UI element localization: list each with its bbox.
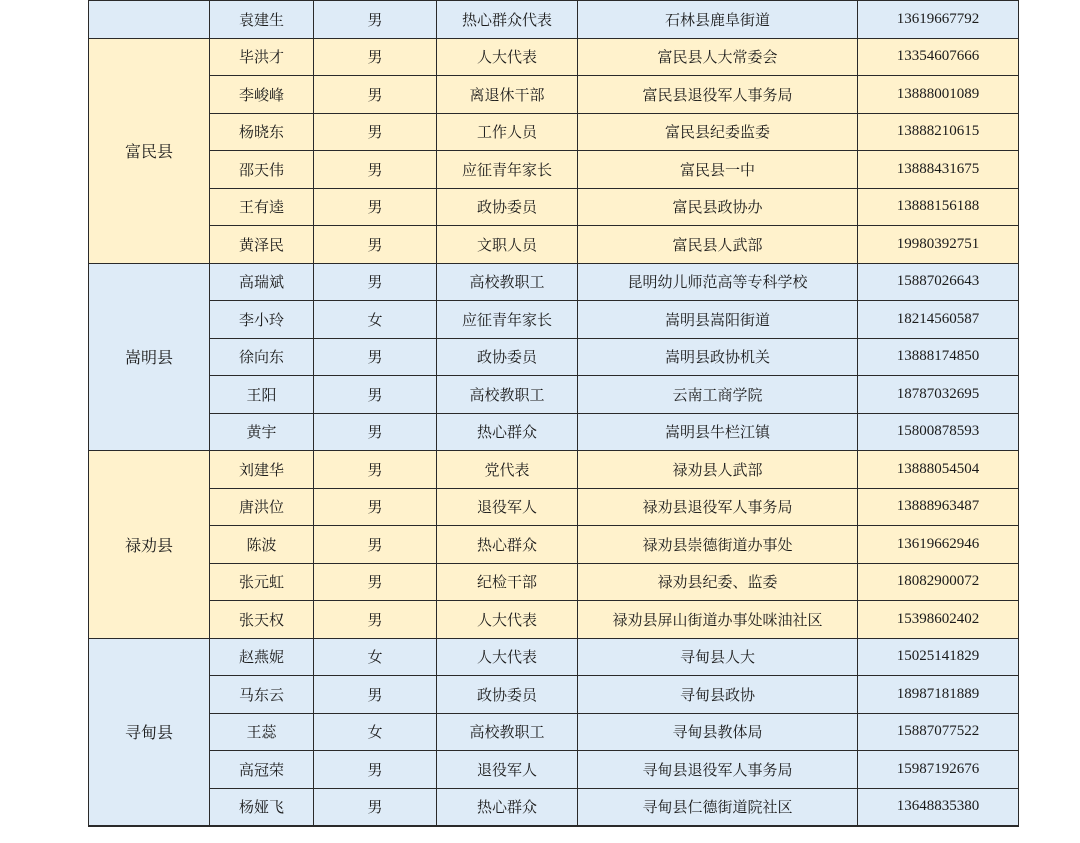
name-cell: 毕洪才 — [210, 38, 314, 76]
name-cell: 黄泽民 — [210, 226, 314, 264]
phone-cell: 18987181889 — [858, 676, 1019, 714]
table-row — [89, 338, 1019, 376]
table-row — [89, 226, 1019, 264]
table-row — [89, 1, 1019, 39]
unit-cell: 嵩明县牛栏江镇 — [578, 413, 858, 451]
role-cell: 高校教职工 — [437, 263, 578, 301]
name-cell: 刘建华 — [210, 451, 314, 489]
phone-cell: 13619667792 — [858, 1, 1019, 39]
unit-cell: 寻甸县退役军人事务局 — [578, 751, 858, 789]
name-cell: 杨晓东 — [210, 113, 314, 151]
table-row — [89, 638, 1019, 676]
gender-cell: 男 — [314, 338, 437, 376]
name-cell: 张元虹 — [210, 563, 314, 601]
name-cell: 李小玲 — [210, 301, 314, 339]
unit-cell: 寻甸县教体局 — [578, 713, 858, 751]
gender-cell: 女 — [314, 301, 437, 339]
name-cell: 张天权 — [210, 601, 314, 639]
phone-cell: 18082900072 — [858, 563, 1019, 601]
name-cell: 李峻峰 — [210, 76, 314, 114]
gender-cell: 男 — [314, 488, 437, 526]
unit-cell: 富民县纪委监委 — [578, 113, 858, 151]
role-cell: 文职人员 — [437, 226, 578, 264]
unit-cell: 嵩明县政协机关 — [578, 338, 858, 376]
unit-cell: 云南工商学院 — [578, 376, 858, 414]
phone-cell: 18214560587 — [858, 301, 1019, 339]
table-row — [89, 713, 1019, 751]
name-cell: 杨娅飞 — [210, 788, 314, 826]
unit-cell: 富民县政协办 — [578, 188, 858, 226]
table-row — [89, 188, 1019, 226]
phone-cell: 19980392751 — [858, 226, 1019, 264]
table-row — [89, 301, 1019, 339]
unit-cell: 禄劝县纪委、监委 — [578, 563, 858, 601]
role-cell: 退役军人 — [437, 751, 578, 789]
table-row — [89, 526, 1019, 564]
name-cell: 王有逵 — [210, 188, 314, 226]
name-cell: 陈波 — [210, 526, 314, 564]
role-cell: 工作人员 — [437, 113, 578, 151]
table-row — [89, 76, 1019, 114]
gender-cell: 男 — [314, 413, 437, 451]
phone-cell: 13888210615 — [858, 113, 1019, 151]
table-row — [89, 451, 1019, 489]
name-cell: 徐向东 — [210, 338, 314, 376]
unit-cell: 禄劝县退役军人事务局 — [578, 488, 858, 526]
table-row — [89, 413, 1019, 451]
gender-cell: 男 — [314, 226, 437, 264]
role-cell: 高校教职工 — [437, 713, 578, 751]
unit-cell: 富民县退役军人事务局 — [578, 76, 858, 114]
role-cell: 热心群众 — [437, 526, 578, 564]
phone-cell: 13888156188 — [858, 188, 1019, 226]
role-cell: 人大代表 — [437, 638, 578, 676]
role-cell: 人大代表 — [437, 38, 578, 76]
name-cell: 邵天伟 — [210, 151, 314, 189]
role-cell: 热心群众 — [437, 413, 578, 451]
name-cell: 高冠荣 — [210, 751, 314, 789]
gender-cell: 女 — [314, 713, 437, 751]
unit-cell: 禄劝县人武部 — [578, 451, 858, 489]
unit-cell: 禄劝县崇德街道办事处 — [578, 526, 858, 564]
table-row — [89, 38, 1019, 76]
table-row — [89, 676, 1019, 714]
phone-cell: 13888054504 — [858, 451, 1019, 489]
table-row — [89, 263, 1019, 301]
role-cell: 应征青年家长 — [437, 151, 578, 189]
county-cell: 富民县 — [89, 38, 210, 263]
gender-cell: 男 — [314, 38, 437, 76]
gender-cell: 男 — [314, 376, 437, 414]
table-row — [89, 488, 1019, 526]
phone-cell: 13619662946 — [858, 526, 1019, 564]
unit-cell: 富民县人大常委会 — [578, 38, 858, 76]
county-cell: 寻甸县 — [89, 638, 210, 826]
phone-cell: 13648835380 — [858, 788, 1019, 826]
gender-cell: 男 — [314, 526, 437, 564]
phone-cell: 13888174850 — [858, 338, 1019, 376]
name-cell: 高瑞斌 — [210, 263, 314, 301]
gender-cell: 男 — [314, 451, 437, 489]
unit-cell: 寻甸县政协 — [578, 676, 858, 714]
gender-cell: 男 — [314, 1, 437, 39]
role-cell: 高校教职工 — [437, 376, 578, 414]
phone-cell: 15800878593 — [858, 413, 1019, 451]
name-cell: 袁建生 — [210, 1, 314, 39]
gender-cell: 男 — [314, 788, 437, 826]
table-row — [89, 151, 1019, 189]
role-cell: 离退休干部 — [437, 76, 578, 114]
phone-cell: 15025141829 — [858, 638, 1019, 676]
role-cell: 纪检干部 — [437, 563, 578, 601]
phone-cell: 15398602402 — [858, 601, 1019, 639]
role-cell: 人大代表 — [437, 601, 578, 639]
phone-cell: 15887077522 — [858, 713, 1019, 751]
unit-cell: 寻甸县人大 — [578, 638, 858, 676]
unit-cell: 嵩明县嵩阳街道 — [578, 301, 858, 339]
name-cell: 唐洪位 — [210, 488, 314, 526]
table-row — [89, 751, 1019, 789]
table-row — [89, 563, 1019, 601]
phone-cell: 15987192676 — [858, 751, 1019, 789]
role-cell: 党代表 — [437, 451, 578, 489]
role-cell: 政协委员 — [437, 676, 578, 714]
gender-cell: 男 — [314, 113, 437, 151]
county-cell: 禄劝县 — [89, 451, 210, 639]
county-cell — [89, 1, 210, 39]
phone-cell: 13888963487 — [858, 488, 1019, 526]
name-cell: 马东云 — [210, 676, 314, 714]
name-cell: 赵燕妮 — [210, 638, 314, 676]
table-row — [89, 601, 1019, 639]
contact-table — [88, 0, 1019, 827]
gender-cell: 男 — [314, 601, 437, 639]
unit-cell: 寻甸县仁德街道院社区 — [578, 788, 858, 826]
role-cell: 政协委员 — [437, 188, 578, 226]
role-cell: 热心群众代表 — [437, 1, 578, 39]
gender-cell: 男 — [314, 76, 437, 114]
phone-cell: 13888431675 — [858, 151, 1019, 189]
table-row — [89, 113, 1019, 151]
unit-cell: 富民县一中 — [578, 151, 858, 189]
name-cell: 黄宇 — [210, 413, 314, 451]
county-cell: 嵩明县 — [89, 263, 210, 451]
role-cell: 退役军人 — [437, 488, 578, 526]
gender-cell: 男 — [314, 676, 437, 714]
gender-cell: 男 — [314, 563, 437, 601]
gender-cell: 男 — [314, 188, 437, 226]
unit-cell: 富民县人武部 — [578, 226, 858, 264]
name-cell: 王阳 — [210, 376, 314, 414]
phone-cell: 15887026643 — [858, 263, 1019, 301]
unit-cell: 石林县鹿阜街道 — [578, 1, 858, 39]
name-cell: 王蕊 — [210, 713, 314, 751]
gender-cell: 男 — [314, 151, 437, 189]
table-row — [89, 788, 1019, 826]
role-cell: 政协委员 — [437, 338, 578, 376]
gender-cell: 男 — [314, 263, 437, 301]
phone-cell: 13354607666 — [858, 38, 1019, 76]
role-cell: 应征青年家长 — [437, 301, 578, 339]
gender-cell: 女 — [314, 638, 437, 676]
gender-cell: 男 — [314, 751, 437, 789]
phone-cell: 13888001089 — [858, 76, 1019, 114]
unit-cell: 禄劝县屏山街道办事处咪油社区 — [578, 601, 858, 639]
phone-cell: 18787032695 — [858, 376, 1019, 414]
table-row — [89, 376, 1019, 414]
role-cell: 热心群众 — [437, 788, 578, 826]
unit-cell: 昆明幼儿师范高等专科学校 — [578, 263, 858, 301]
